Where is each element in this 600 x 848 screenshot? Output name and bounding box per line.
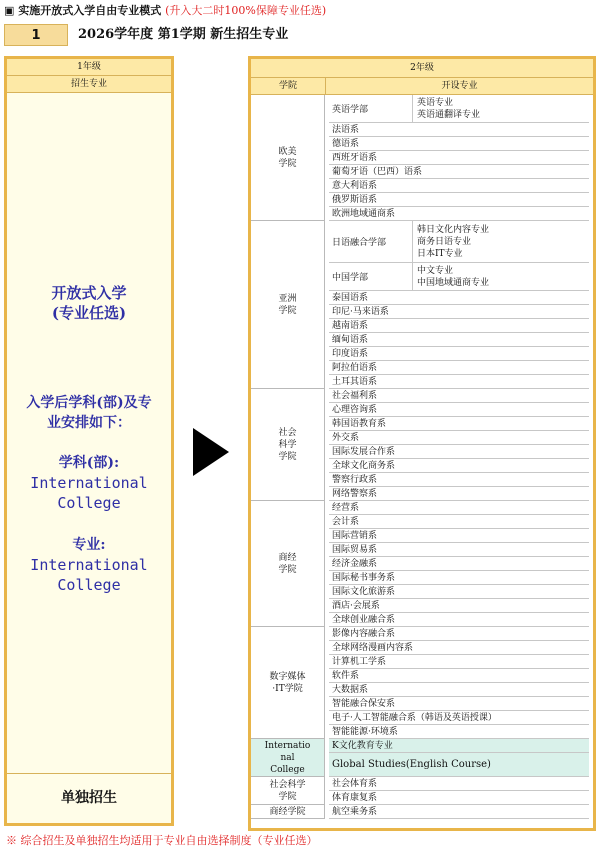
major-item: 航空乘务系 [329,805,589,819]
major-item: 影像内容融合系 [329,627,589,641]
college-cell: 亚洲 学院 [251,221,325,389]
college-cell: Internatio nal College [251,739,325,777]
major-value-line-1: International [30,556,148,574]
major-item: 警察行政系 [329,473,589,487]
dept-cell: 日语融合学部 [329,221,413,263]
major-item: 意大利语系 [329,179,589,193]
major-item: 大数据系 [329,683,589,697]
major-item: 葡萄牙语（巴西）语系 [329,165,589,179]
major-item: 土耳其语系 [329,375,589,389]
major-item: 经济金融系 [329,557,589,571]
major-item: 体育康复系 [329,791,589,805]
major-column-header: 开设专业 [441,81,478,91]
major-item: 外交系 [329,431,589,445]
table-header-row [251,78,593,95]
major-item: 德语系 [329,137,589,151]
footer-note: ※ 综合招生及单独招生均适用于专业自由选择制度（专业任选） [6,834,318,847]
college-cell: 社会 科学 学院 [251,389,325,501]
dept-value-line-2: College [57,494,121,512]
open-admission-box [7,93,171,774]
major-item: 西班牙语系 [329,151,589,165]
dept-cell: 中国学部 [329,263,413,291]
major-item: 社会体育系 [329,777,589,791]
dept-value-line-1: International [30,474,148,492]
arrange-line-1: 入学后学科(部)及专 [26,395,152,411]
major-item: 国际文化旅游系 [329,585,589,599]
dept-major-item: 英语专业 [417,97,454,108]
arrange-line-2: 业安排如下： [47,415,131,431]
major-item: 泰国语系 [329,291,589,305]
major-item: 韩国语教育系 [329,417,589,431]
second-year-label: 2年级 [251,59,593,78]
dept-majors-cell [413,95,589,123]
semester-title: 2026学年度 第1学期 新生招生专业 [78,27,289,42]
dept-majors-cell [413,221,589,263]
college-cell: 欧美 学院 [251,95,325,221]
open-line-1: 开放式入学 [51,284,127,302]
semester-bar [4,24,596,46]
major-item: 国际发展合作系 [329,445,589,459]
major-value [7,555,171,595]
major-item: 欧洲地域通商系 [329,207,589,221]
first-year-label: 1年级 [7,59,171,76]
header-note: (升入大二时100%保障专业任选) [165,4,327,17]
square-bullet-icon: ▣ [4,4,15,17]
open-line-2: (专业任选) [51,304,127,322]
major-item: 国际贸易系 [329,543,589,557]
major-item: Global Studies(English Course) [329,753,589,777]
major-item: 印尼·马来语系 [329,305,589,319]
major-item: 社会福利系 [329,389,589,403]
major-item: 电子·人工智能融合系（韩语及英语授课） [329,711,589,725]
major-item: 全球网络漫画内容系 [329,641,589,655]
open-admission-text [7,283,171,323]
college-cell: 社会科学 学院 [251,777,325,805]
dept-major-item: 日本IT专业 [417,248,463,259]
college-cell: 数字媒体 ·IT学院 [251,627,325,739]
dept-major-item: 中文专业 [417,265,454,276]
college-cell: 商经 学院 [251,501,325,627]
dept-majors-cell [413,263,589,291]
dept-major-item: 中国地域通商专业 [417,277,490,288]
dept-major-item: 英语通翻译专业 [417,109,481,120]
major-item: 计算机工学系 [329,655,589,669]
major-value-line-2: College [57,576,121,594]
dept-cell: 英语学部 [329,95,413,123]
major-item: 心理咨询系 [329,403,589,417]
major-item: 国际营销系 [329,529,589,543]
second-year-panel [248,56,596,831]
major-item: 缅甸语系 [329,333,589,347]
semester-number: 1 [4,24,68,46]
major-item: 阿拉伯语系 [329,361,589,375]
major-item: 印度语系 [329,347,589,361]
major-item: 全球文化商务系 [329,459,589,473]
solo-admission-label: 单独招生 [61,790,117,806]
major-item: 全球创业融合系 [329,613,589,627]
admission-major-label: 招生专业 [7,76,171,93]
major-item: 越南语系 [329,319,589,333]
dept-major-item: 商务日语专业 [417,236,472,247]
major-item: 软件系 [329,669,589,683]
header-title: 实施开放式入学自由专业模式 [18,4,162,17]
college-cell: 商经学院 [251,805,325,819]
right-arrow-icon [193,428,229,476]
arrangement-text [11,393,167,433]
major-item: K文化教育专业 [329,739,589,753]
major-item: 网络警察系 [329,487,589,501]
page-header [4,2,326,18]
major-item: 俄罗斯语系 [329,193,589,207]
major-item: 智能融合保安系 [329,697,589,711]
college-column-header: 学院 [251,78,326,94]
major-item: 会计系 [329,515,589,529]
dept-label: 学科(部): [58,455,120,471]
major-item: 国际秘书事务系 [329,571,589,585]
major-item: 经营系 [329,501,589,515]
dept-major-item: 韩日文化内容专业 [417,224,490,235]
major-item: 智能能源·环境系 [329,725,589,739]
major-item: 酒店·会展系 [329,599,589,613]
first-year-panel [4,56,174,826]
major-label: 专业: [72,537,106,553]
major-item: 法语系 [329,123,589,137]
dept-value [7,473,171,513]
